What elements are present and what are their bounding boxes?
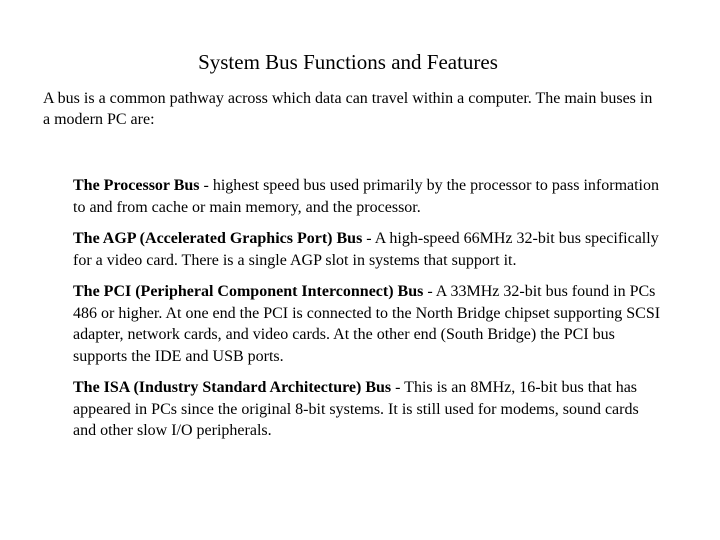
bus-item-processor xyxy=(73,175,663,218)
bus-item-pci xyxy=(73,281,663,367)
slide-title: System Bus Functions and Features xyxy=(198,50,498,74)
bus-name: The AGP (Accelerated Graphics Port) Bus xyxy=(73,230,363,247)
bus-item-agp xyxy=(73,228,663,271)
bus-list xyxy=(73,175,663,452)
bus-description: - A 33MHz 32-bit bus found in PCs 486 or higher. At one end the PCI is connected to the North Bridge chipset supporting SCSI adapter, network cards, and video cards. At the other end (South Bridge) the PCI bus supports the IDE and USB ports. xyxy=(73,283,661,365)
bus-description: - This is an 8MHz, 16-bit bus that has appeared in PCs since the original 8-bit systems. It is still used for modems, sound cards and other slow I/O peripherals. xyxy=(73,379,639,439)
bus-name: The ISA (Industry Standard Architecture) Bus xyxy=(73,379,392,396)
bus-description: - A high-speed 66MHz 32-bit bus specifically for a video card. There is a single AGP slot in systems that support it. xyxy=(73,230,659,269)
bus-description: - highest speed bus used primarily by the processor to pass information to and from cache or main memory, and the processor. xyxy=(73,177,659,216)
intro-paragraph: A bus is a common pathway across which data can travel within a computer. The main buses in a modern PC are: xyxy=(43,90,653,128)
bus-name: The Processor Bus xyxy=(73,177,200,194)
bus-name: The PCI (Peripheral Component Interconnect) Bus xyxy=(73,283,424,300)
bus-item-isa xyxy=(73,377,663,442)
